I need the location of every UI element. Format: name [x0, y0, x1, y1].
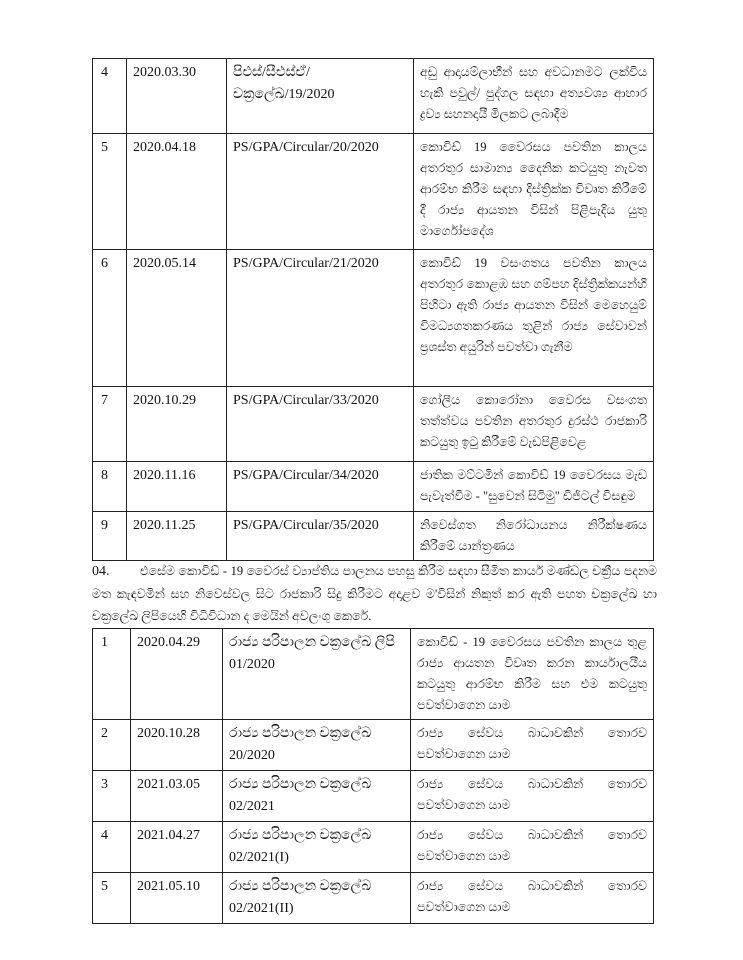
row-description: කොවිඩ් - 19 වෛරසය පවතින කාලය තුළ රාජ්‍ය ආයතන විවෘත කරන කාර්යාලයීය කටයුතු ආරම්භ කිරීම සහ එම කටයුතු පවත්වාගෙන යාම [411, 629, 654, 720]
row-number: 2 [93, 720, 131, 771]
row-number: 5 [93, 873, 131, 924]
row-date: 2020.04.18 [127, 134, 227, 250]
row-date: 2020.04.29 [131, 629, 223, 720]
table-row [93, 822, 654, 873]
table-row [93, 250, 654, 387]
row-number: 4 [93, 59, 127, 134]
table-row [93, 873, 654, 924]
row-description: රාජ්‍ය සේවය බාධාවකින් තොරව පවත්වාගෙන යාම [411, 822, 654, 873]
row-description: ගෝලීය කොරෝනා වෛරස වසංගත තත්ත්වය පවතින අතරතුර දුරස්ථ රාජකාරි කටයුතු ඉටු කිරීමේ වැඩපිළිවෙළ [414, 387, 654, 462]
row-date: 2021.03.05 [131, 771, 223, 822]
row-number: 7 [93, 387, 127, 462]
row-description: කොවිඩ් 19 වසංගතය පවතින කාලය අතරතුර කොළඹ සහ ගම්පහ දිස්ත්‍රික්කයන්හි පිහිටා ඇති රාජ්‍ය ආයතන විසින් මෙහෙයුම් විමධ්‍යගතකරණය තුළින් රාජ්‍ය සේවාවන් ප්‍රශස්ත අයුරින් පවත්වා ගැනීම [414, 250, 654, 387]
paragraph-04 [92, 560, 657, 627]
row-date: 2020.03.30 [127, 59, 227, 134]
row-number: 5 [93, 134, 127, 250]
row-description: රාජ්‍ය සේවය බාධාවකින් තොරව පවත්වාගෙන යාම [411, 873, 654, 924]
row-date: 2021.05.10 [131, 873, 223, 924]
row-number: 9 [93, 512, 127, 561]
row-circular-ref: PS/GPA/Circular/35/2020 [227, 512, 414, 561]
table-row [93, 771, 654, 822]
row-circular-ref: රාජ්‍ය පරිපාලන චක්‍රලේඛ 02/2021(II) [223, 873, 411, 924]
table-row [93, 59, 654, 134]
row-number: 3 [93, 771, 131, 822]
row-number: 4 [93, 822, 131, 873]
table-row [93, 134, 654, 250]
row-number: 1 [93, 629, 131, 720]
row-circular-ref: PS/GPA/Circular/21/2020 [227, 250, 414, 387]
row-description: අඩු ආදායම්ලාභීන් සහ අවධානමට ලක්විය හැකි පවුල්/ පුද්ගල සඳහා අත්‍යවශ්‍ය ආහාර ද්‍රව්‍ය සහනදායී මිලකට ලබාදීම [414, 59, 654, 134]
table-row [93, 720, 654, 771]
row-circular-ref: රාජ්‍ය පරිපාලන චක්‍රලේඛ 02/2021 [223, 771, 411, 822]
paragraph-text: එසේම කොවිඩ් - 19 වෛරස් ව්‍යාප්තිය පාලනය පහසු කිරීම සඳහා සීමිත කාර්ය මණ්ඩල චක්‍රීය පදනම මත කැඳවමින් සහ නිවෙස්වල සිට රාජකාරි සිදු කිරීමට අදාළව ම'විසින් නිකුත් කර ඇති පහත චක්‍රලේඛ හා චක්‍රලේඛ ලිපියෙහි විධිවිධාන ද මෙයින් අවලංගු කෙරේ. [92, 564, 657, 623]
circulars-table-2 [92, 628, 654, 924]
row-date: 2020.05.14 [127, 250, 227, 387]
row-date: 2020.11.16 [127, 462, 227, 512]
row-circular-ref: රාජ්‍ය පරිපාලන චක්‍රලේඛ 02/2021(I) [223, 822, 411, 873]
row-circular-ref: PS/GPA/Circular/34/2020 [227, 462, 414, 512]
row-circular-ref: රාජ්‍ය පරිපාලන චක්‍රලේඛ 20/2020 [223, 720, 411, 771]
row-description: රාජ්‍ය සේවය බාධාවකින් තොරව පවත්වාගෙන යාම [411, 720, 654, 771]
row-date: 2020.11.25 [127, 512, 227, 561]
row-circular-ref: PS/GPA/Circular/20/2020 [227, 134, 414, 250]
row-description: ජාතික මට්ටමින් කොවිඩ් 19 වෛරසය මැඩ පැවැත්වීම - "සුවෙන් සිටිමු" ඩිජිටල් විසඳුම [414, 462, 654, 512]
row-description: නිවෙස්ගත නිරෝධායනය නිරීක්ෂණය කිරීමේ යාන්ත්‍රණය [414, 512, 654, 561]
row-circular-ref: පිඑස්/සීඑස්ඒ/චක්‍රලේඛ/19/2020 [227, 59, 414, 134]
table-row [93, 629, 654, 720]
row-description: කොවිඩ් 19 වෛරසය පවතින කාලය අතරතුර සාමාන්‍ය දෛනික කටයුතු නැවත ආරම්භ කිරීම සඳහා දිස්ත්‍රික්ක විවෘත කිරීමේ දී රාජ්‍ය ආයතන විසින් පිළිපැදිය යුතු මාර්ගෝපදේශ [414, 134, 654, 250]
row-description: රාජ්‍ය සේවය බාධාවකින් තොරව පවත්වාගෙන යාම [411, 771, 654, 822]
table-row [93, 462, 654, 512]
paragraph-number: 04. [92, 564, 110, 579]
circulars-table-1 [92, 58, 654, 561]
row-date: 2020.10.29 [127, 387, 227, 462]
row-number: 8 [93, 462, 127, 512]
row-date: 2020.10.28 [131, 720, 223, 771]
table-row [93, 512, 654, 561]
row-circular-ref: රාජ්‍ය පරිපාලන චක්‍රලේඛ ලිපි 01/2020 [223, 629, 411, 720]
row-number: 6 [93, 250, 127, 387]
table-row [93, 387, 654, 462]
row-date: 2021.04.27 [131, 822, 223, 873]
row-circular-ref: PS/GPA/Circular/33/2020 [227, 387, 414, 462]
